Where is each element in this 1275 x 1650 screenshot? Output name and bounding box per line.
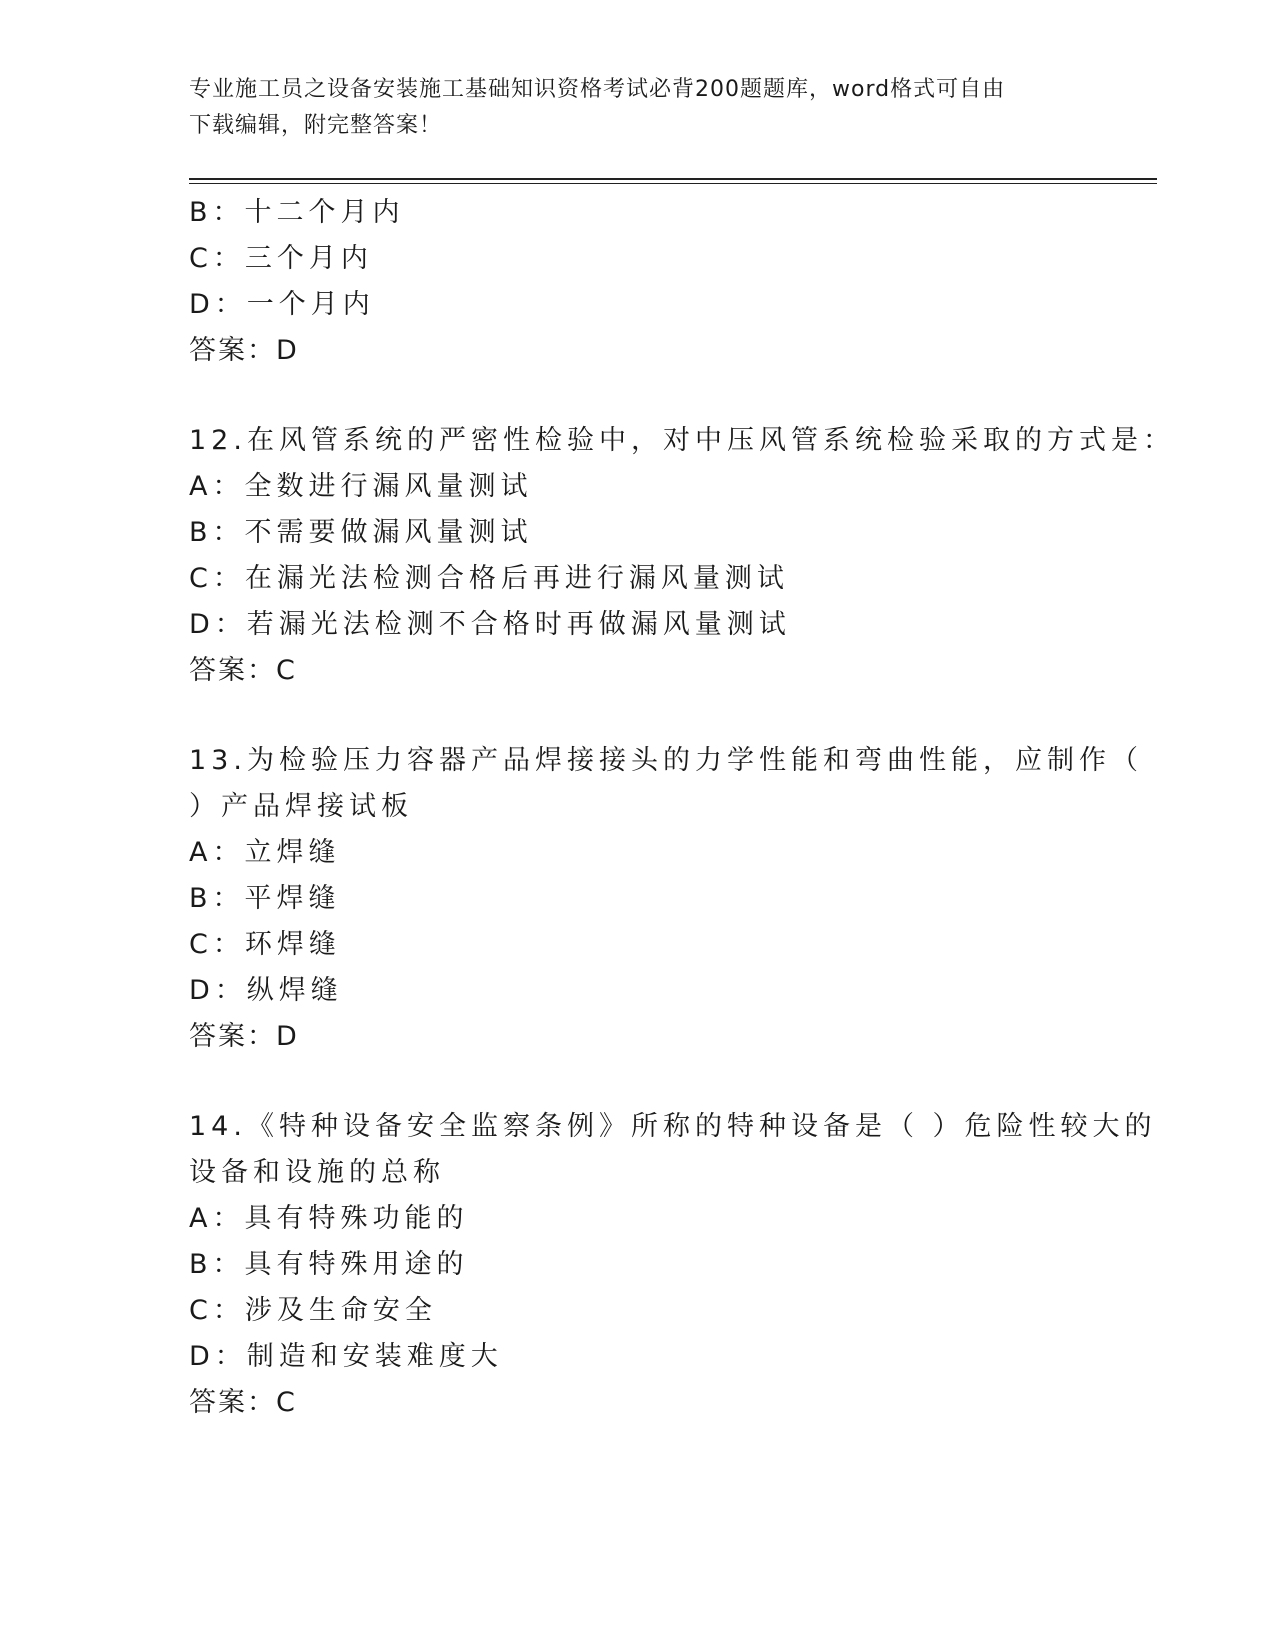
answer: 答案：C xyxy=(189,1387,297,1418)
option-c: C：在漏光法检测合格后再进行漏风量测试 xyxy=(189,563,789,594)
option-b: B：十二个月内 xyxy=(189,197,405,228)
option-d: D：纵焊缝 xyxy=(189,975,343,1006)
question-stem-line-1: 14.《特种设备安全监察条例》所称的特种设备是（ ）危险性较大的 xyxy=(189,1111,1157,1142)
header-divider-thick xyxy=(189,178,1157,180)
option-b: B：不需要做漏风量测试 xyxy=(189,517,533,548)
answer: 答案：D xyxy=(189,335,299,366)
option-c: C：三个月内 xyxy=(189,243,373,274)
header-line-1: 专业施工员之设备安装施工基础知识资格考试必背200题题库，word格式可自由 xyxy=(189,77,1006,102)
question-stem-line-2: 设备和设施的总称 xyxy=(189,1157,445,1188)
question-11-continued xyxy=(189,190,1089,374)
option-d: D：制造和安装难度大 xyxy=(189,1341,503,1372)
header-divider-thin xyxy=(189,183,1157,184)
option-a: A：全数进行漏风量测试 xyxy=(189,471,533,502)
question-stem: 12.在风管系统的严密性检验中，对中压风管系统检验采取的方式是： xyxy=(189,425,1175,456)
question-12 xyxy=(189,418,1175,694)
option-b: B：平焊缝 xyxy=(189,883,341,914)
option-d: D：若漏光法检测不合格时再做漏风量测试 xyxy=(189,609,791,640)
question-stem-line-2: ）产品焊接试板 xyxy=(189,791,413,822)
answer: 答案：C xyxy=(189,655,297,686)
answer: 答案：D xyxy=(189,1021,299,1052)
document-header xyxy=(189,72,1089,144)
question-13 xyxy=(189,738,1143,1060)
question-stem-line-1: 13.为检验压力容器产品焊接接头的力学性能和弯曲性能，应制作（ xyxy=(189,745,1143,776)
question-list xyxy=(189,190,1175,1426)
option-c: C：涉及生命安全 xyxy=(189,1295,437,1326)
question-14 xyxy=(189,1104,1157,1426)
header-line-2: 下载编辑，附完整答案！ xyxy=(189,113,443,138)
option-c: C：环焊缝 xyxy=(189,929,341,960)
option-a: A：具有特殊功能的 xyxy=(189,1203,469,1234)
option-d: D：一个月内 xyxy=(189,289,375,320)
option-a: A：立焊缝 xyxy=(189,837,341,868)
option-b: B：具有特殊用途的 xyxy=(189,1249,469,1280)
